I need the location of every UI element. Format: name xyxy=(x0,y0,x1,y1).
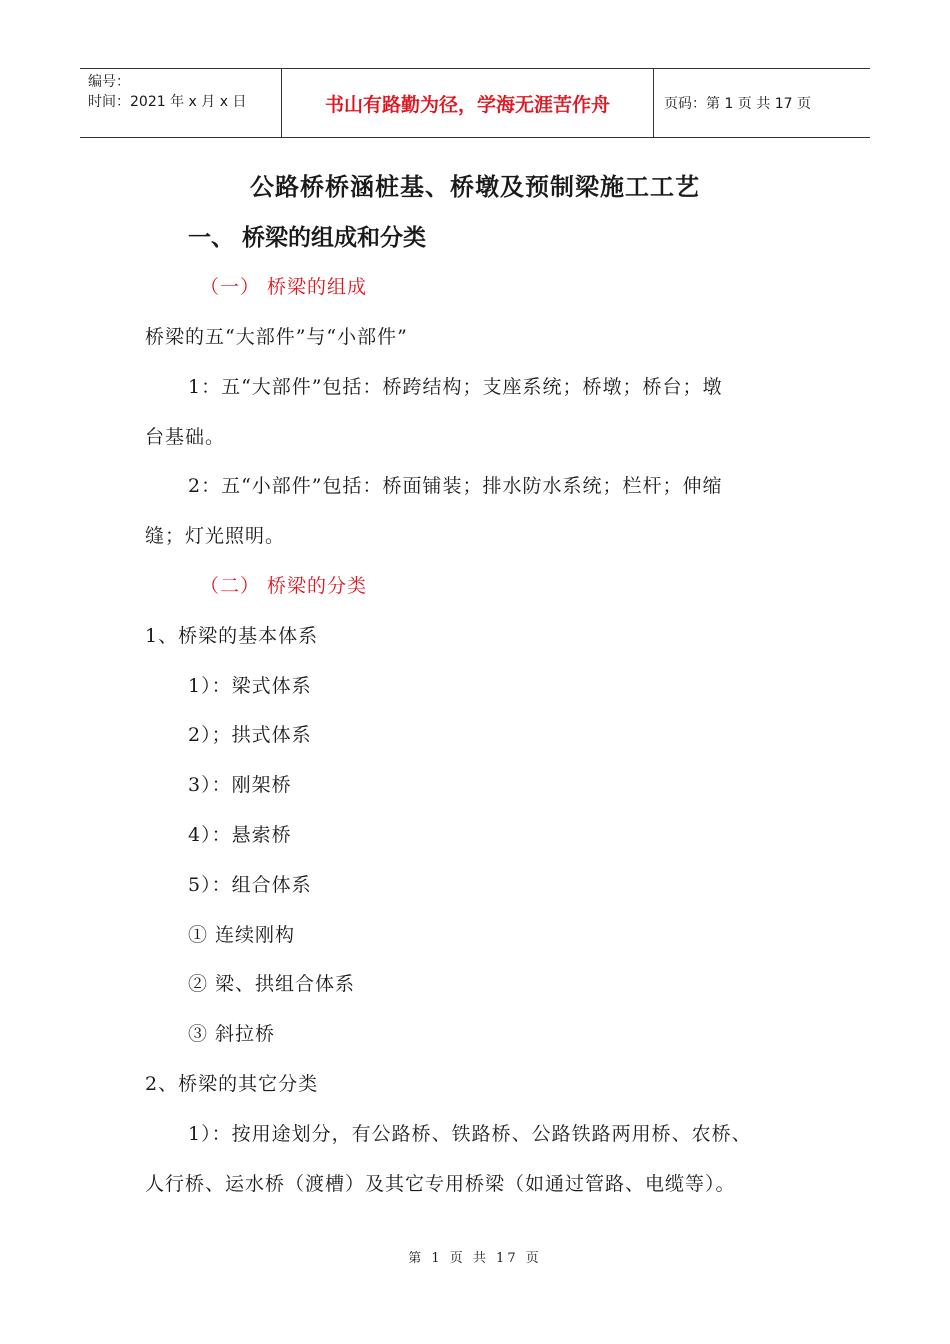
paragraph-basic-systems: 1、桥梁的基本体系 xyxy=(145,625,319,647)
list-item-beam-arch: ② 梁、拱组合体系 xyxy=(188,973,356,995)
subsection-heading-composition: （一） 桥梁的组成 xyxy=(200,276,368,298)
list-item-arch-system: 2）；拱式体系 xyxy=(188,724,312,746)
header-meta xyxy=(80,69,282,137)
paragraph-by-usage: 1）：按用途划分，有公路桥、铁路桥、公路铁路两用桥、农桥、 xyxy=(188,1123,752,1145)
list-item-beam-system: 1）：梁式体系 xyxy=(188,675,312,697)
subsection-heading-classification: （二） 桥梁的分类 xyxy=(200,575,368,597)
paragraph-major-components-cont: 台基础。 xyxy=(145,426,226,448)
list-item-suspension: 4）：悬索桥 xyxy=(188,824,292,846)
page-header xyxy=(80,68,870,138)
paragraph-by-usage-cont: 人行桥、运水桥（渡槽）及其它专用桥梁（如通过管路、电缆等）。 xyxy=(145,1173,736,1195)
list-item-composite: 5）：组合体系 xyxy=(188,874,312,896)
document-number-label: 编号： xyxy=(88,74,130,90)
paragraph-minor-components-cont: 缝；灯光照明。 xyxy=(145,525,286,547)
header-motto: 书山有路勤为径，学海无涯苦作舟 xyxy=(282,69,654,137)
section-heading-1: 一、 桥梁的组成和分类 xyxy=(188,225,427,251)
document-date-label: 时间：2021 年 x 月 x 日 xyxy=(88,94,247,110)
paragraph-other-classification: 2、桥梁的其它分类 xyxy=(145,1073,319,1095)
paragraph-minor-components: 2：五“小部件”包括：桥面铺装；排水防水系统；栏杆；伸缩 xyxy=(188,475,723,497)
page-footer: 第 1 页 共 17 页 xyxy=(408,1251,542,1266)
paragraph-components-intro: 桥梁的五“大部件”与“小部件” xyxy=(145,326,408,348)
document-title: 公路桥桥涵桩基、桥墩及预制梁施工工艺 xyxy=(250,173,700,201)
list-item-rigid-frame: 3）：刚架桥 xyxy=(188,774,292,796)
paragraph-major-components: 1：五“大部件”包括：桥跨结构；支座系统；桥墩；桥台；墩 xyxy=(188,376,723,398)
list-item-cable-stayed: ③ 斜拉桥 xyxy=(188,1023,276,1045)
list-item-continuous-rigid: ① 连续刚构 xyxy=(188,924,296,946)
header-page-info: 页码：第 1 页 共 17 页 xyxy=(664,96,811,112)
